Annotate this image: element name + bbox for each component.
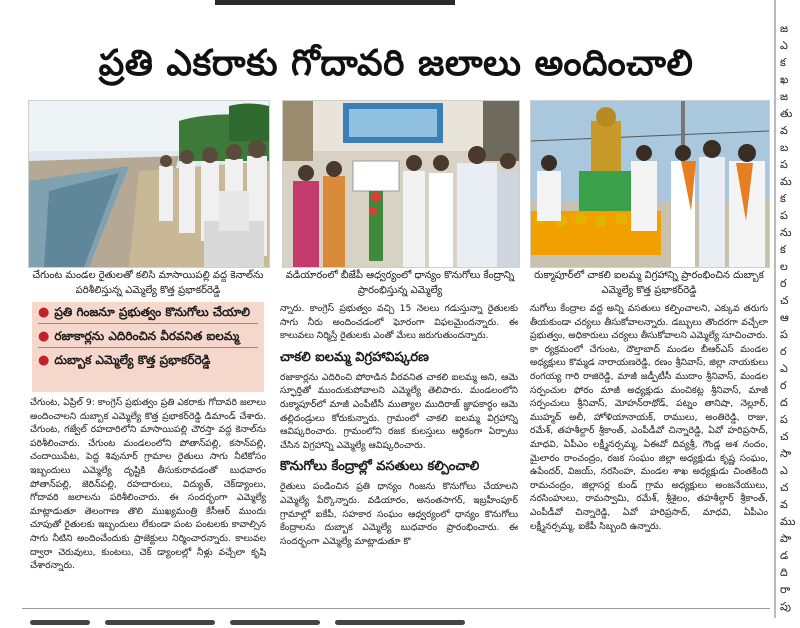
strip-char: ప bbox=[780, 328, 788, 341]
strip-char: ను bbox=[780, 226, 792, 239]
headline: ప్రతి ఎకరాకు గోదావరి జలాలు అందించాలి bbox=[98, 43, 694, 84]
bottom-divider bbox=[22, 608, 770, 609]
article-paragraph: నుగోలు కేంద్రాల వద్ద అన్ని వసతులు కల్పించాలని, ఎక్కువ తరుగు తీయకుండా చర్యలు తీసుకోవాలన్నారు. డబ్బులు తొందరగా వచ్చేలా ప్రభుత్వం, అధికారులు చర్యలు తీసుకోవాలని ఎమ్మెల్యే సూచించారు. కా ర్యక్రమంలో చేగుంట, దౌల్తాబాద్‌ మండల బీఆర్‌ఎస్‌ మండల అధ్యక్షులు కొమ్మడ నారాయణరెడ్డి, రణం శ్రీనివాస్‌, జిల్లా నాయకులు రంగయ్య గారి రాజిరెడ్డి, మాజీ జడ్పీటీసీ ముదాం శ్రీనివాస్‌, మండల సర్పంచుల ఫోరం మాజీ అధ్యక్షుడు మంచికట్ల శ్రీనివాస్‌, మాజీ సర్పంచులు శ్రీనివాస్‌, మోహన్‌రాథోడ్‌, పట్నం తానిషా, నెల్లూర్‌, ముహ్మద్‌ అలీ, హోళియానాయక్‌, రాములు, అంతిరెడ్డి, రాజు, రమేశ్‌, తహశీల్దార్‌ శ్రీకాంత్‌, ఎంపీడీవో చిన్నారెడ్డి, ఏవో హరిప్రసాద్‌, మాధవి, ఏపీఎం లక్ష్మీనర్సమ్మ, ఏఈవో దివ్యశ్రీ, గౌండ్ల అశ నందం, మైలారం రాంచంద్రం, రజక సంఘం జిల్లా అధ్యక్షుడు కృష్ణ సంఘం, ఉపేందర్‌, విజయ్‌, నరసింహ, మండల శాఖ అధ్యక్షుడు చింతకింది రామచంద్రం, జిల్లాసర్ల కుండ్‌ గ్రామ అధ్యక్షులు అంజనేయులు, నరసింహులు, రామస్వామి, రమేశ్‌, శ్రీశైలం, తహశీల్దార్‌ శ్రీకాంత్‌, ఎంపీడీవో చిన్నారెడ్డి, ఏవో హరిప్రసాద్‌, మాధవి, ఏపీఎం లక్ష్మీనర్సమ్మ, ఐకేపీ సిబ్బంది ఉన్నారు. bbox=[530, 303, 768, 532]
cut-text-fragment bbox=[30, 620, 90, 625]
strip-char: రా bbox=[780, 583, 791, 596]
strip-char: ది bbox=[780, 566, 788, 579]
article-column-2 bbox=[280, 302, 518, 602]
subheading-statue: చాకలి ఐలమ్మ విగ్రహావిష్కరణ bbox=[280, 349, 429, 365]
strip-char: ర bbox=[780, 345, 787, 358]
photo-paddy-svg bbox=[283, 101, 519, 267]
adjacent-article-strip bbox=[780, 20, 800, 618]
next-article-headline-cut bbox=[30, 610, 770, 628]
strip-char: మ bbox=[780, 175, 792, 188]
top-bar bbox=[215, 0, 455, 5]
strip-char: చ bbox=[780, 294, 789, 307]
strip-char: ప bbox=[780, 158, 788, 171]
highlight-divider bbox=[38, 347, 258, 348]
bullet-icon: ● bbox=[38, 329, 50, 344]
highlight-text: రజాకార్లను ఎదిరించిన వీరవనిత ఐలమ్మ bbox=[54, 329, 240, 343]
photo-statue-unveiling bbox=[530, 100, 770, 268]
highlight-item bbox=[32, 302, 264, 321]
strip-char: ఎ bbox=[780, 464, 788, 477]
strip-char: ఖ bbox=[780, 73, 789, 86]
cut-text-fragment bbox=[105, 620, 215, 625]
strip-char: ఎ bbox=[780, 39, 788, 52]
strip-char: ము bbox=[780, 515, 796, 528]
strip-char: ప bbox=[780, 209, 788, 222]
column-divider bbox=[774, 0, 776, 618]
strip-char: సా bbox=[780, 447, 792, 460]
article-column-3 bbox=[530, 302, 768, 602]
strip-char: ర bbox=[780, 277, 787, 290]
article-paragraph: రైతులు పండించిన ప్రతి ధాన్యం గింజను కొనుగోలు చేయాలని ఎమ్మెల్యే పేర్కొన్నారు. వడియారం, అనంతసాగర్‌, ఇబ్రహీంపూర్‌ గ్రామాల్లో ఐకేపీ, సహకార సంఘం ఆధ్వర్యంలో ధాన్యం కొనుగోలు కేంద్రాలను దుబ్బాక ఎమ్మెల్యే బుధవారం ప్రారంభించారు. ఈ సందర్భంగా ఎమ్మెల్యే మాట్లాడుతూ కొ bbox=[280, 481, 518, 547]
strip-char: క bbox=[780, 243, 786, 256]
highlight-text: ప్రతి గింజనూ ప్రభుత్వం కొనుగోలు చేయాలి bbox=[54, 305, 251, 319]
strip-char: చ bbox=[780, 430, 789, 443]
photo-statue-svg bbox=[531, 101, 769, 267]
caption-photo2: వడియారంలో బీజేపీ ఆధ్వర్యంలో ధాన్యం కొనుగోలు కేంద్రాన్ని ప్రారంభిస్తున్న ఎమ్మెల్యే bbox=[285, 270, 515, 296]
article-paragraph: చేగుంట, ఏప్రిల్‌ 9: కాంగ్రెస్‌ ప్రభుత్వం ప్రతి ఎకరాకు గోదావరి జలాలు అందించాలని దుబ్బాక ఎమ్మెల్యే కొత్త ప్రభాకర్‌రెడ్డి డిమాండ్‌ చేశారు. చేగుంట, గజ్వేల్‌ రహదారిలోని మాసాయిపల్లి చౌరస్తా వద్ద కెనాల్‌ను పరిశీలించారు. చేగుంట మండలంలోని పోతాన్‌పల్లి, కసాన్‌పల్లి, చందాయిపేట, పెద్ద శివునూర్‌ గ్రామాల రైతులు సాగు నీటికోసం ఇబ్బందులు ఎమ్మెల్యే దృష్టికి తీసుకురావడంతో బుధవారం పోతాన్‌పల్లి, జెరిన్‌పల్లి, రహదారులు, విద్యుత్‌, చెక్‌డ్యాంలు, గోదావరి జలాలను పరిశీలించారు. ఈ సందర్భంగా ఎమ్మెల్యే మాట్లాడుతూ తెలంగాణ తొలి ముఖ్యమంత్రి కేసీఆర్‌ ముందు చూపుతో రైతులకు ఇబ్బందులు లేకుండా పంట పంటలకు కావాల్సిన సాగు నీటిని అందించేందుకు ప్రాజెక్టులు నిర్మించారన్నారు. కాలువల ద్వారా చెరువులు, కుంటలు, చెక్‌ డ్యాంలల్లో నీళ్లు వచ్చేలా కృషి చేశారన్నారు. bbox=[30, 397, 266, 572]
strip-char: జ bbox=[780, 22, 789, 35]
strip-char: ర bbox=[780, 379, 787, 392]
strip-char: వ bbox=[780, 498, 788, 511]
strip-char: చ bbox=[780, 481, 789, 494]
article-paragraph: న్నారు. కాంగ్రెస్‌ ప్రభుత్వం వచ్చి 15 నెలలు గడుస్తున్నా రైతులకు సాగు నీరు అందించడంలో ఘోరంగా విఫలమైందన్నారు. ఈ కాలువలు నిర్మిస్తే రైతులకు ఎంతో మేలు జరుగుతుందన్నారు. bbox=[280, 303, 518, 342]
bullet-icon: ● bbox=[38, 353, 50, 368]
cut-text-fragment bbox=[230, 620, 320, 625]
photo-paddy-centre bbox=[282, 100, 520, 268]
caption-photo1: చేగుంట మండల రైతులతో కలిసి మాసాయిపల్లి వద్ద కెనాల్‌ను పరిశీలిస్తున్న ఎమ్మెల్యే కొత్త ప్రభాకర్‌రెడ్డి bbox=[32, 270, 264, 296]
highlight-text: దుబ్బాక ఎమ్మెల్యే కొత్త ప్రభాకర్‌రెడ్డి bbox=[54, 353, 211, 367]
caption-photo3: రుక్మాపూర్‌లో చాకలి ఐలమ్మ విగ్రహాన్ని ప్రారంభించిన దుబ్బాక ఎమ్మెల్యే కొత్త ప్రభాకర్‌రెడ్డి bbox=[534, 270, 764, 296]
strip-char: ప bbox=[780, 413, 788, 426]
article-paragraph: రజాకార్లను ఎదిరించి పోరాడిన వీరవనిత చాకలి ఐలమ్మ అని, ఆమె స్ఫూర్తితో ముందుకుపోవాలని ఎమ్మెల్యే తెలిపారు. మండలంలోని రుక్మాపూర్‌లో మాజీ ఎంపీటీసీ ముత్యాల ముదిరాజ్‌ జ్ఞాపకార్థం ఆమె తల్లిదండ్రులు కోరుకున్నారు. గ్రామంలో చాకలి ఐలమ్మ విగ్రహాన్ని ఆవిష్కరించారు. గ్రామంలోని రజక కులస్తులు ఆర్థికంగా ఏర్పాటు చేసిన విగ్రహాన్ని ఎమ్మెల్యే ఆవిష్కరించారు. bbox=[280, 371, 518, 451]
strip-char: పు bbox=[780, 600, 791, 613]
strip-char: ద bbox=[780, 396, 788, 409]
strip-char: క bbox=[780, 192, 786, 205]
highlight-divider bbox=[38, 323, 258, 324]
strip-char: బ bbox=[780, 141, 789, 154]
photo-canal-svg bbox=[29, 101, 269, 267]
strip-char: పా bbox=[780, 532, 792, 545]
strip-char: ఎ bbox=[780, 362, 788, 375]
highlights-box bbox=[32, 302, 264, 392]
highlight-item bbox=[32, 326, 264, 345]
strip-char: వ bbox=[780, 124, 788, 137]
article-column-1 bbox=[30, 396, 266, 606]
bullet-icon: ● bbox=[38, 305, 50, 320]
article-block bbox=[22, 10, 770, 618]
photo-canal-inspection bbox=[28, 100, 270, 268]
strip-char: ల bbox=[780, 260, 788, 273]
highlight-item bbox=[32, 350, 264, 369]
strip-char: జ bbox=[780, 90, 789, 103]
strip-char: క bbox=[780, 56, 786, 69]
subheading-purchase-centres: కొనుగోలు కేంద్రాల్లో వసతులు కల్పించాలి bbox=[280, 459, 480, 475]
cut-text-fragment bbox=[335, 620, 465, 625]
strip-char: తు bbox=[780, 107, 793, 120]
strip-char: డ bbox=[780, 549, 789, 562]
strip-char: ఆ bbox=[780, 311, 789, 324]
